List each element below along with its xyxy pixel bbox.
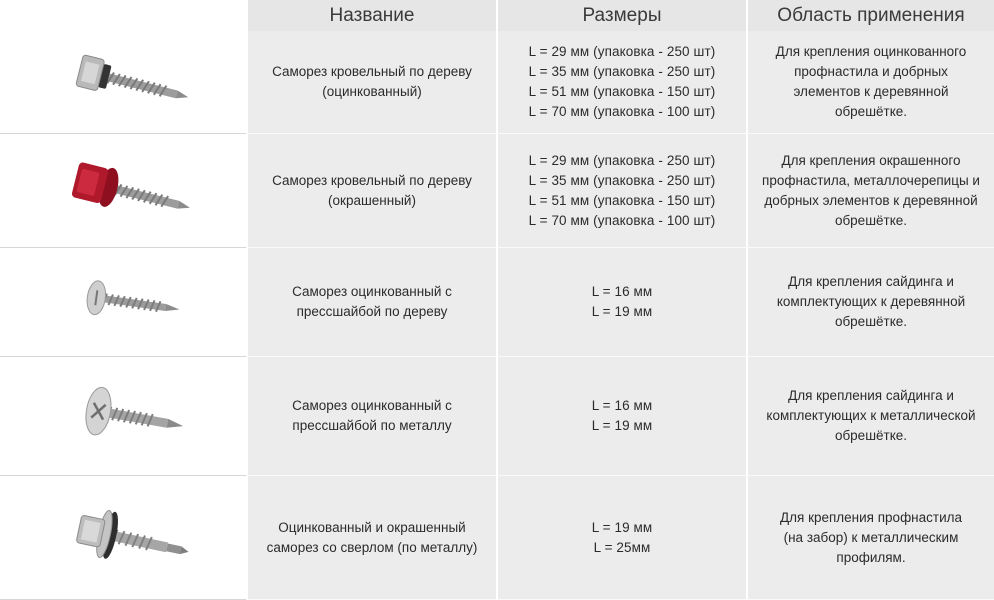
size-line: L = 16 мм (591, 398, 653, 413)
header-image-cell (0, 0, 246, 31)
usage-line: обрешётке. (834, 212, 908, 228)
usage-line: элементов к деревянной (793, 84, 949, 99)
size-line: L = 70 мм (упаковка - 100 шт) (528, 104, 716, 119)
table-row-image (0, 357, 246, 476)
press-washer-wood-screw-icon (48, 272, 198, 332)
name-line: прессшайбой по дереву (296, 304, 448, 319)
name-line: саморез со сверлом (по металлу) (266, 539, 478, 555)
size-line: L = 19 мм (591, 418, 653, 433)
press-washer-metal-screw-icon (48, 376, 198, 456)
name-line: Саморез оцинкованный с (292, 284, 452, 299)
size-line: L = 35 мм (упаковка - 250 шт) (528, 64, 716, 79)
table-row-image (0, 248, 246, 357)
usage-line: добрных элементов к деревянной (764, 192, 978, 208)
size-line: L = 16 мм (591, 284, 653, 299)
table-row-image (0, 134, 246, 248)
name-line: Оцинкованный и окрашенный (278, 519, 466, 535)
usage-line: Для крепления сайдинга и (788, 274, 954, 289)
usage-line: профнастила, металлочерепицы и (762, 172, 980, 188)
table-row-usage (746, 134, 994, 248)
table-row-name (246, 357, 496, 476)
table-row-usage (746, 476, 994, 600)
table-row-sizes (496, 357, 746, 476)
table-row-name (246, 248, 496, 357)
size-line: L = 25мм (593, 539, 651, 555)
table-row-image (0, 31, 246, 134)
name-line: Саморез кровельный по дереву (272, 172, 472, 188)
roofing-screw-galvanized-icon (48, 47, 198, 117)
usage-line: обрешётке. (834, 314, 908, 329)
size-line: L = 29 мм (упаковка - 250 шт) (528, 44, 716, 59)
usage-line: Для крепления сайдинга и (788, 388, 954, 403)
size-line: L = 70 мм (упаковка - 100 шт) (528, 212, 716, 228)
usage-line: комплектующих к металлической (766, 408, 976, 423)
usage-line: Для крепления оцинкованного (775, 44, 967, 59)
header-name: Название (246, 0, 496, 31)
roofing-screw-painted-red-icon (48, 151, 198, 231)
size-line: L = 29 мм (упаковка - 250 шт) (528, 152, 716, 168)
size-line: L = 51 мм (упаковка - 150 шт) (528, 84, 716, 99)
table-row-name (246, 134, 496, 248)
header-sizes: Размеры (496, 0, 746, 31)
size-line: L = 35 мм (упаковка - 250 шт) (528, 172, 716, 188)
table-row-name (246, 476, 496, 600)
size-line: L = 19 мм (591, 304, 653, 319)
table-row-usage (746, 248, 994, 357)
table-row-sizes (496, 476, 746, 600)
table-row-usage (746, 31, 994, 134)
name-line: прессшайбой по металлу (292, 418, 452, 433)
name-line: Саморез оцинкованный с (292, 398, 452, 413)
table-row-sizes (496, 248, 746, 357)
table-row-name (246, 31, 496, 134)
table-row-sizes (496, 31, 746, 134)
name-line: (окрашенный) (328, 192, 416, 208)
table-row-image (0, 476, 246, 600)
usage-line: обрешётке. (834, 104, 908, 119)
header-usage: Область применения (746, 0, 994, 31)
name-line: (оцинкованный) (322, 84, 422, 99)
usage-line: обрешётке. (834, 428, 908, 443)
usage-line: Для крепления профнастила (779, 509, 962, 525)
usage-line: комплектующих к деревянной (776, 294, 966, 309)
usage-line: (на забор) к металлическим (783, 529, 959, 545)
size-line: L = 51 мм (упаковка - 150 шт) (528, 192, 716, 208)
usage-line: профнастила и добрных (794, 64, 948, 79)
name-line: Саморез кровельный по дереву (272, 64, 472, 79)
drill-point-screw-icon (48, 496, 198, 580)
size-line: L = 19 мм (591, 519, 653, 535)
usage-line: профилям. (836, 549, 906, 565)
table-row-sizes (496, 134, 746, 248)
usage-line: Для крепления окрашенного (781, 152, 961, 168)
table-row-usage (746, 357, 994, 476)
